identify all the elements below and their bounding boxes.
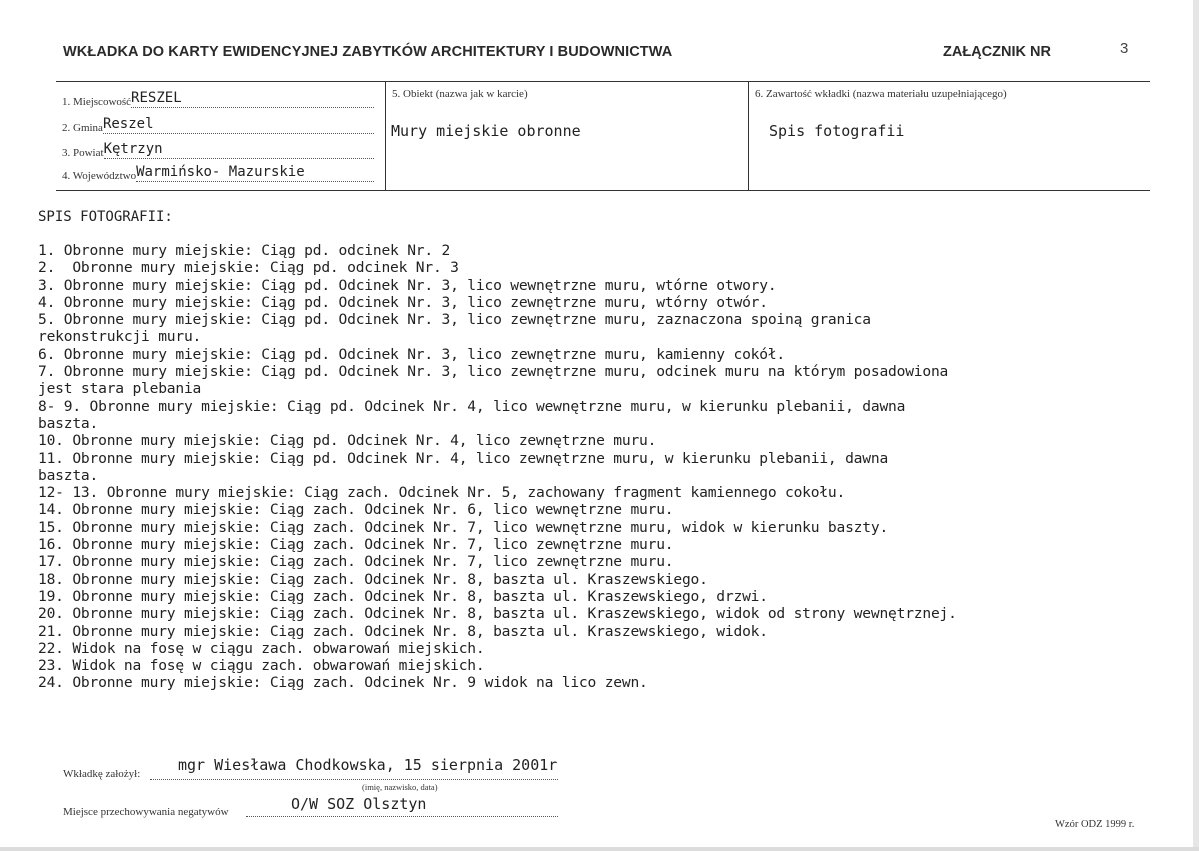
- locality-label: 1. Miejscowość: [62, 96, 132, 108]
- photo-list-line: 4. Obronne mury miejskie: Ciąg pd. Odcinek Nr. 3, lico zewnętrzne muru, wtórny otwór.: [38, 293, 768, 311]
- photo-list-line: 22. Widok na fosę w ciągu zach. obwarowań miejskich.: [38, 639, 485, 657]
- photo-list-line: 15. Obronne mury miejskie: Ciąg zach. Odcinek Nr. 7, lico wewnętrzne muru, widok w kierunku baszty.: [38, 518, 889, 536]
- form-title: WKŁADKA DO KARTY EWIDENCYJNEJ ZABYTKÓW ARCHITEKTURY I BUDOWNICTWA: [63, 44, 673, 60]
- photo-list-line: baszta.: [38, 466, 99, 484]
- photo-list-line: 16. Obronne mury miejskie: Ciąg zach. Odcinek Nr. 7, lico zewnętrzne muru.: [38, 536, 674, 554]
- attachment-number: 3: [1120, 40, 1129, 57]
- negatives-label: Miejsce przechowywania negatywów: [63, 806, 229, 818]
- county-field: [62, 141, 374, 159]
- created-by-value: mgr Wiesława Chodkowska, 15 sierpnia 2001r: [178, 756, 558, 774]
- created-by-line: [150, 779, 558, 780]
- contents-value: Spis fotografii: [769, 122, 905, 140]
- photo-list: [38, 242, 1138, 692]
- photo-list-line: 7. Obronne mury miejskie: Ciąg pd. Odcinek Nr. 3, lico zewnętrzne muru, odcinek muru na którym posadowiona: [38, 363, 949, 381]
- created-by-caption: (imię, nazwisko, data): [362, 782, 438, 792]
- locality-field: [62, 90, 374, 108]
- photo-list-line: 14. Obronne mury miejskie: Ciąg zach. Odcinek Nr. 6, lico wewnętrzne muru.: [38, 501, 674, 519]
- commune-label: 2. Gmina: [62, 122, 103, 134]
- photo-list-line: 6. Obronne mury miejskie: Ciąg pd. Odcinek Nr. 3, lico zewnętrzne muru, kamienny cokół.: [38, 345, 785, 363]
- negatives-line: [246, 816, 558, 817]
- province-value: Warmińsko- Mazurskie: [136, 164, 305, 180]
- county-label: 3. Powiat: [62, 147, 104, 159]
- commune-value: Reszel: [102, 116, 154, 132]
- photo-list-heading: SPIS FOTOGRAFII:: [38, 209, 173, 225]
- photo-list-line: 3. Obronne mury miejskie: Ciąg pd. Odcinek Nr. 3, lico wewnętrzne muru, wtórne otwory.: [38, 276, 777, 294]
- photo-list-line: 8- 9. Obronne mury miejskie: Ciąg pd. Odcinek Nr. 4, lico wewnętrzne muru, w kierunku plebanii, dawna: [38, 397, 906, 415]
- page-edge-right: [1193, 0, 1199, 851]
- photo-list-line: 1. Obronne mury miejskie: Ciąg pd. odcinek Nr. 2: [38, 242, 451, 259]
- column-divider: [748, 82, 749, 190]
- object-value: Mury miejskie obronne: [391, 122, 581, 140]
- photo-list-line: 20. Obronne mury miejskie: Ciąg zach. Odcinek Nr. 8, baszta ul. Kraszewskiego, widok od strony wewnętrznej.: [38, 605, 957, 623]
- photo-list-line: 19. Obronne mury miejskie: Ciąg zach. Odcinek Nr. 8, baszta ul. Kraszewskiego, drzwi.: [38, 587, 768, 605]
- photo-list-line: jest stara plebania: [38, 380, 202, 398]
- photo-list-line: 21. Obronne mury miejskie: Ciąg zach. Odcinek Nr. 8, baszta ul. Kraszewskiego, widok.: [38, 622, 768, 640]
- photo-list-line: baszta.: [38, 414, 99, 432]
- photo-list-line: 12- 13. Obronne mury miejskie: Ciąg zach. Odcinek Nr. 5, zachowany fragment kamiennego cokołu.: [38, 484, 846, 502]
- photo-list-line: 18. Obronne mury miejskie: Ciąg zach. Odcinek Nr. 8, baszta ul. Kraszewskiego.: [38, 570, 708, 588]
- column-divider: [385, 82, 386, 190]
- photo-list-line: 17. Obronne mury miejskie: Ciąg zach. Odcinek Nr. 7, lico zewnętrzne muru.: [38, 553, 674, 571]
- province-field: [62, 164, 374, 182]
- info-table: [56, 81, 1150, 191]
- photo-list-line: 10. Obronne mury miejskie: Ciąg pd. Odcinek Nr. 4, lico zewnętrzne muru.: [38, 432, 657, 450]
- photo-list-line: 23. Widok na fosę w ciągu zach. obwarowań miejskich.: [38, 657, 485, 675]
- page-edge-bottom: [0, 847, 1199, 851]
- object-label: 5. Obiekt (nazwa jak w karcie): [392, 88, 528, 100]
- created-by-label: Wkładkę założył:: [63, 768, 141, 780]
- county-value: Kętrzyn: [103, 141, 163, 157]
- photo-list-line: 2. Obronne mury miejskie: Ciąg pd. odcinek Nr. 3: [38, 259, 459, 277]
- province-label: 4. Województwo: [62, 170, 137, 182]
- commune-field: [62, 116, 374, 134]
- photo-list-line: 24. Obronne mury miejskie: Ciąg zach. Odcinek Nr. 9 widok na lico zewn.: [38, 674, 648, 692]
- photo-list-line: 11. Obronne mury miejskie: Ciąg pd. Odcinek Nr. 4, lico zewnętrzne muru, w kierunku plebanii, dawna: [38, 449, 889, 467]
- attachment-label: ZAŁĄCZNIK NR: [943, 44, 1051, 60]
- locality-value: RESZEL: [131, 90, 182, 106]
- negatives-value: O/W SOZ Olsztyn: [291, 795, 427, 813]
- photo-list-line: rekonstrukcji muru.: [38, 328, 202, 346]
- template-mark: Wzór ODZ 1999 r.: [1055, 819, 1135, 830]
- photo-list-line: 5. Obronne mury miejskie: Ciąg pd. Odcinek Nr. 3, lico zewnętrzne muru, zaznaczona spoiną granica: [38, 311, 871, 329]
- contents-label: 6. Zawartość wkładki (nazwa materiału uzupełniającego): [755, 88, 1007, 100]
